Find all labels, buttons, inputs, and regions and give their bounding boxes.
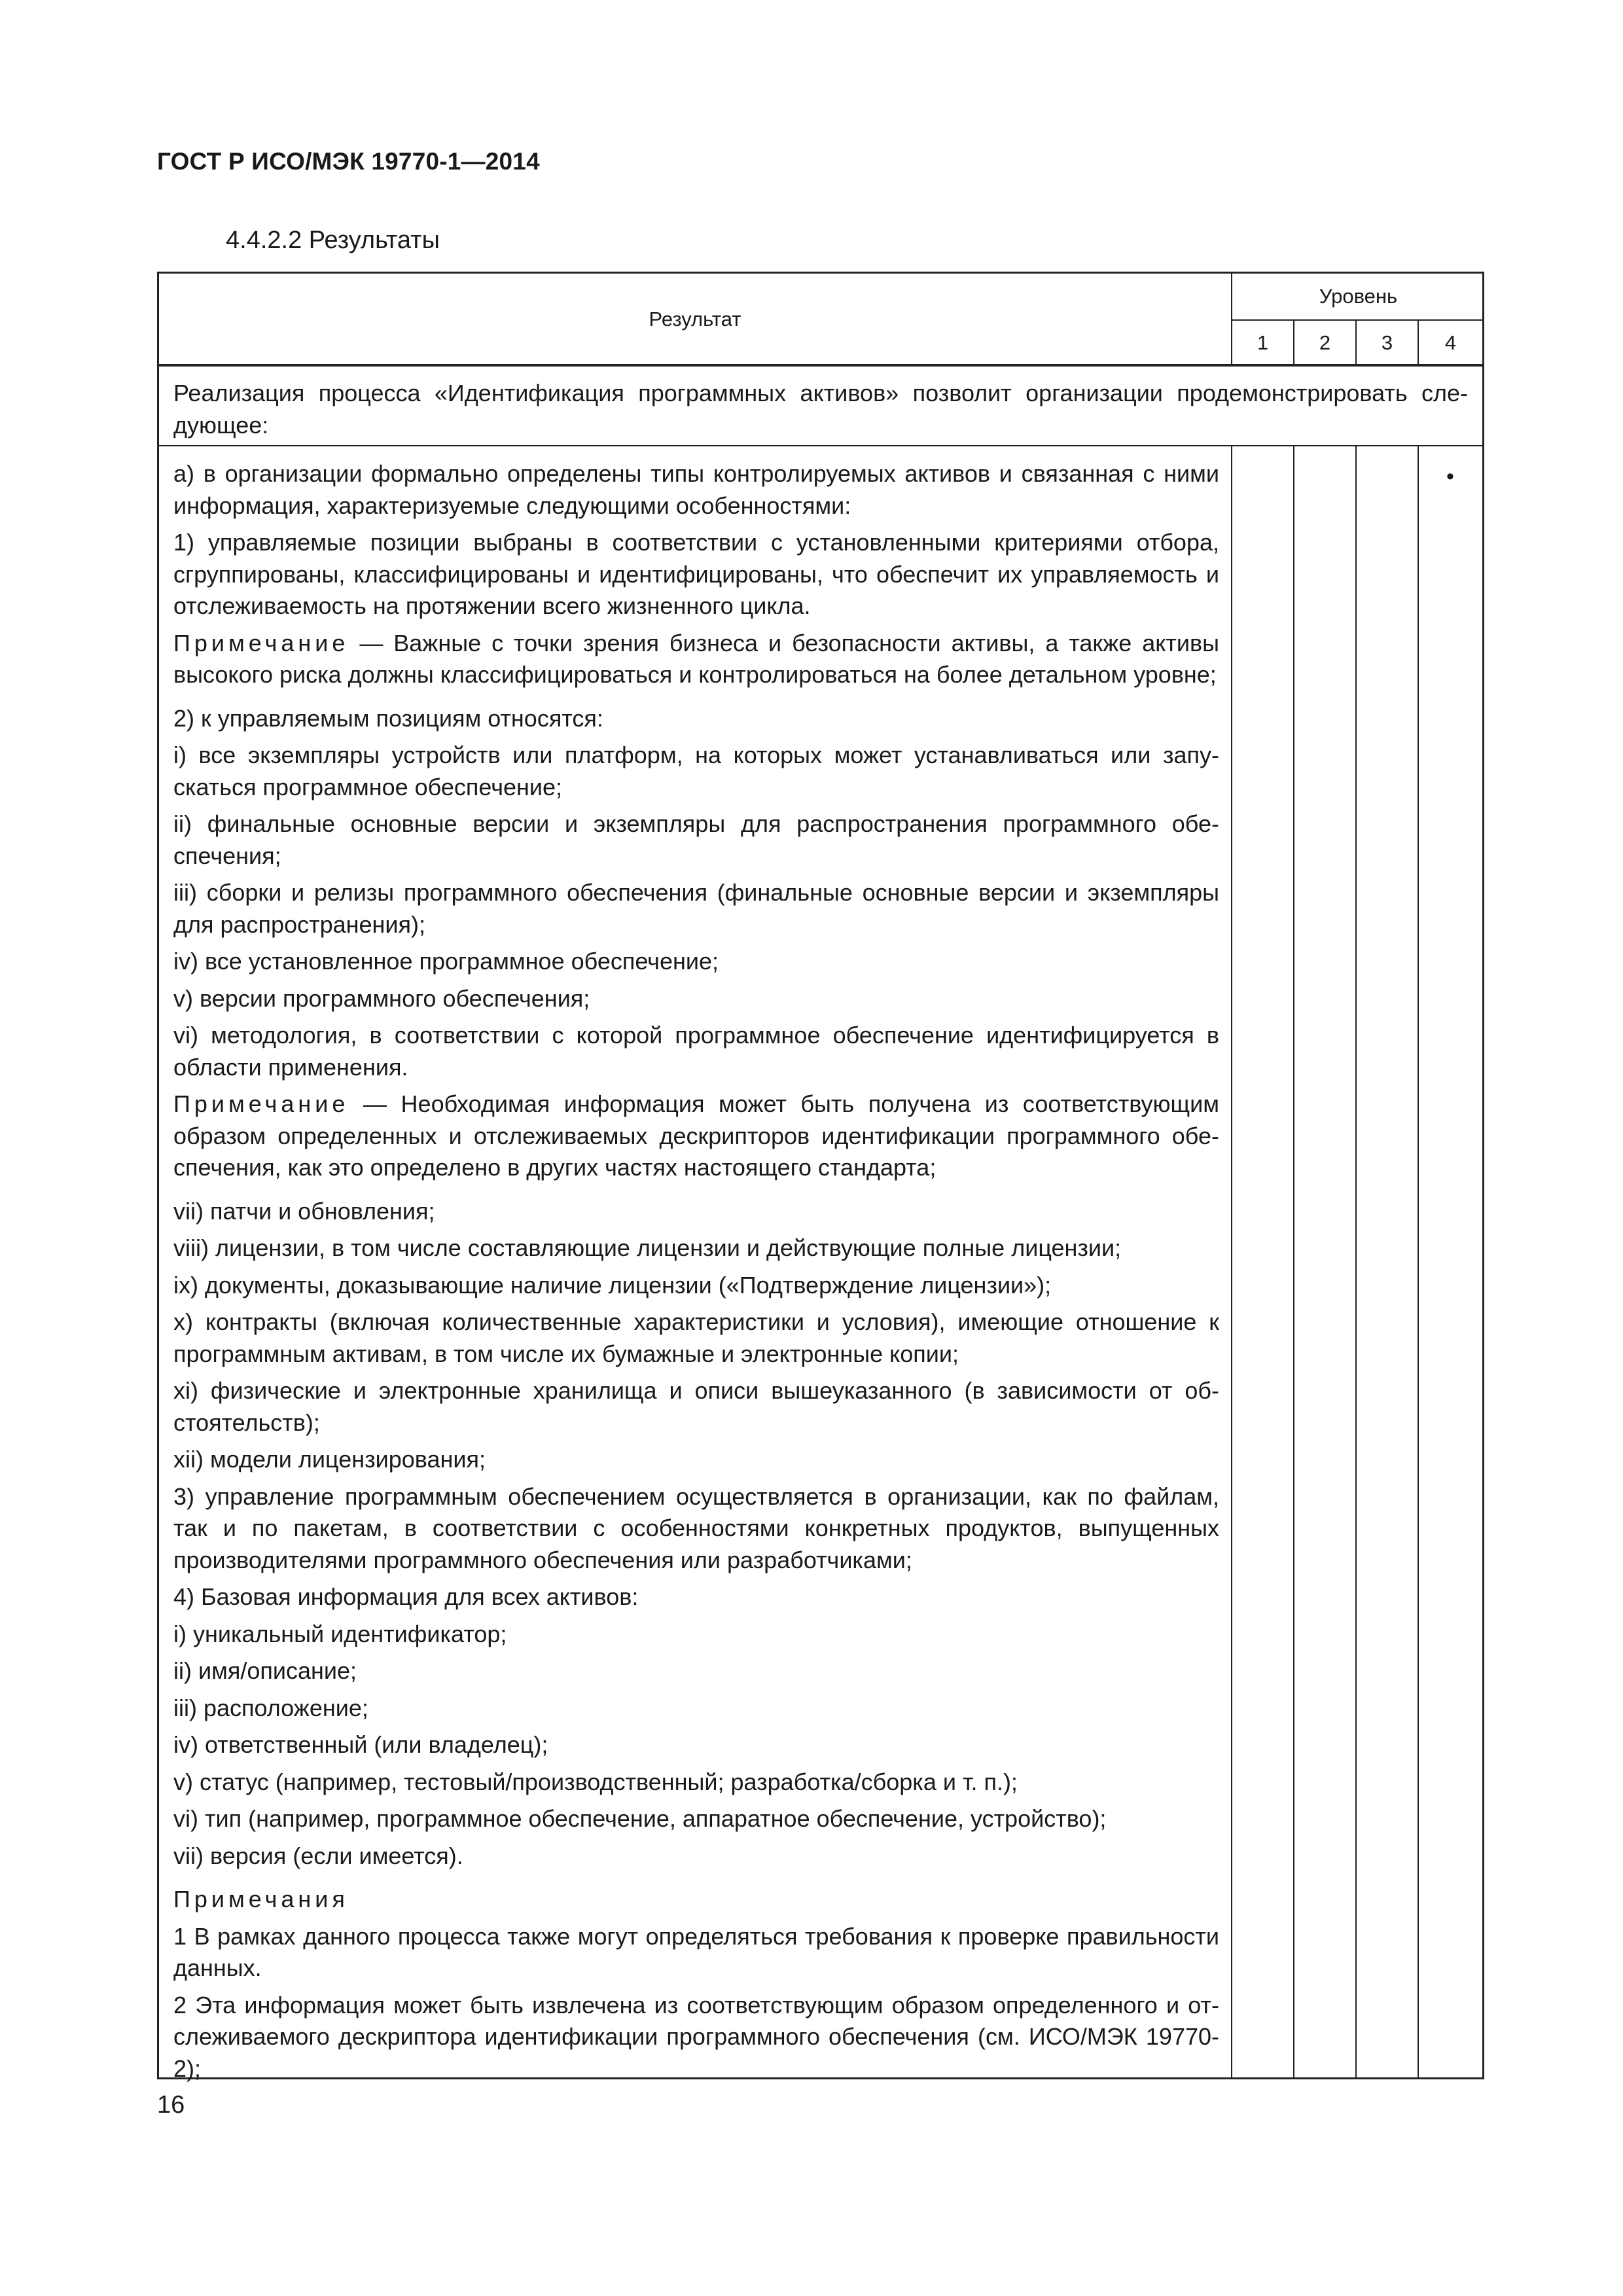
header-divider (159, 364, 1482, 367)
paragraph-text: ix) документы, доказывающие наличие лицензии («Подтверждение лицензии»); (173, 1271, 1052, 1299)
content-paragraph (173, 1196, 1219, 1228)
column-divider-1 (1293, 445, 1294, 2077)
content-paragraph (173, 808, 1219, 872)
paragraph-text: vii) патчи и обновления; (173, 1197, 435, 1225)
paragraph-text: ii) имя/описание; (173, 1657, 357, 1684)
paragraph-text: — Важные с точки зрения бизнеса и безопасности активы, а также активы высокого риска должны классифицироваться и контролироваться на более детальном уровне; (173, 629, 1219, 688)
intro-row-text: Реализация процесса «Идентификация программных активов» позволит организации продемонстрировать следующее: (173, 380, 1468, 439)
paragraph-text: viii) лицензии, в том числе составляющие лицензии и действующие полные лицензии; (173, 1234, 1122, 1261)
note-label: Примечание (173, 629, 349, 656)
content-paragraph (173, 1020, 1219, 1083)
intro-divider (159, 445, 1482, 446)
paragraph-text: iii) сборки и релизы программного обеспечения (финальные основные версии и экземпляры для распространения); (173, 879, 1219, 938)
paragraph-text: 2 Эта информация может быть извлечена из соответствующим образом определенного и отслеживаемого дескриптора идентификации программного обеспечения (см. ИСО/МЭК 19770-2); (173, 1991, 1219, 2082)
content-paragraph (173, 877, 1219, 941)
content-paragraph (173, 1581, 1219, 1613)
content-paragraph (173, 946, 1219, 978)
column-header-result: Результат (159, 274, 1232, 365)
level-1-header: 1 (1232, 321, 1294, 365)
column-divider-3 (1418, 445, 1419, 2077)
content-paragraph (173, 1840, 1219, 1873)
paragraph-text: x) контракты (включая количественные характеристики и условия), имеющие отношение к программным активам, в том числе их бумажные и электронные копии; (173, 1308, 1219, 1367)
document-id: ГОСТ Р ИСО/МЭК 19770-1—2014 (157, 148, 540, 175)
level-3-header: 3 (1357, 321, 1419, 365)
paragraph-text: iii) расположение; (173, 1694, 368, 1721)
note-label: Примечания (173, 1886, 349, 1912)
paragraph-text: 4) Базовая информация для всех активов: (173, 1583, 639, 1610)
paragraph-text: vi) тип (например, программное обеспечение, аппаратное обеспечение, устройство); (173, 1805, 1107, 1832)
content-paragraph (173, 1693, 1219, 1725)
column-divider-2 (1355, 445, 1357, 2077)
results-table (157, 272, 1484, 2082)
paragraph-text: iv) все установленное программное обеспечение; (173, 948, 719, 975)
content-paragraph (173, 740, 1219, 803)
content-paragraph (173, 1232, 1219, 1265)
paragraph-text: 1) управляемые позиции выбраны в соответствии с установленными критериями отбора, сгруппированы, классифицированы и идентифицированы, что обеспечит их управляемость и отслеживаемость на протяжении всего жизненного цикла. (173, 529, 1219, 619)
content-paragraph (173, 1767, 1219, 1799)
content-paragraph (173, 527, 1219, 622)
paragraph-text: i) все экземпляры устройств или платформ, на которых может устанавливаться или запускаться программное обеспечение; (173, 742, 1219, 800)
paragraph-text: — Необходимая информация может быть получена из соответствующим образом определенных и отслеживаемых дескрипторов идентификации программного обеспечения, как это определено в других частях настоящего стандарта; (173, 1090, 1219, 1181)
content-paragraph (173, 1088, 1219, 1184)
paragraph-text: vi) методология, в соответствии с которой программное обеспечение идентифицируется в области применения. (173, 1022, 1219, 1081)
content-paragraph (173, 1729, 1219, 1761)
column-header-level: Уровень (1232, 274, 1484, 321)
paragraph-text: xi) физические и электронные хранилища и описи вышеуказанного (в зависимости от обстоятельств); (173, 1377, 1219, 1436)
paragraph-text: 3) управление программным обеспечением осуществляется в организации, как по файлам, так и по пакетам, в соответствии с особенностями конкретных продуктов, выпущенных производителями программного обеспечения или разработчиками; (173, 1482, 1219, 1573)
paragraph-text: 1 В рамках данного процесса также могут определяться требования к проверке правильности данных. (173, 1922, 1219, 1981)
content-paragraph (173, 1921, 1219, 1984)
content-paragraph (173, 1306, 1219, 1370)
page-number: 16 (157, 2091, 185, 2119)
content-paragraph (173, 1444, 1219, 1476)
content-paragraph (173, 1375, 1219, 1439)
content-paragraph (173, 1655, 1219, 1687)
result-content-cell (173, 458, 1219, 2090)
note-label: Примечание (173, 1090, 349, 1117)
paragraph-text: xii) модели лицензирования; (173, 1446, 486, 1473)
content-paragraph (173, 703, 1219, 735)
paragraph-text: 2) к управляемым позициям относятся: (173, 704, 603, 732)
content-paragraph (173, 983, 1219, 1015)
paragraph-text: ii) финальные основные версии и экземпляры для распространения программного обеспечения; (173, 810, 1219, 869)
paragraph-text: v) статус (например, тестовый/производственный; разработка/сборка и т. п.); (173, 1768, 1018, 1795)
content-paragraph (173, 458, 1219, 522)
column-divider-result (1231, 445, 1232, 2077)
content-paragraph (173, 628, 1219, 691)
content-paragraph (173, 1884, 1219, 1916)
section-heading: 4.4.2.2 Результаты (226, 226, 440, 254)
paragraph-text: iv) ответственный (или владелец); (173, 1731, 548, 1758)
content-paragraph (173, 1619, 1219, 1651)
content-paragraph (173, 1270, 1219, 1302)
paragraph-text: v) версии программного обеспечения; (173, 984, 590, 1012)
level-2-header: 2 (1294, 321, 1357, 365)
paragraph-text: а) в организации формально определены типы контролируемых активов и связанная с ними информация, характеризуемые следующими особенностями: (173, 460, 1219, 519)
content-paragraph (173, 1481, 1219, 1577)
level-4-bullet-mark: • (1446, 464, 1454, 489)
content-paragraph (173, 1803, 1219, 1835)
paragraph-text: vii) версия (если имеется). (173, 1842, 463, 1869)
level-4-header: 4 (1444, 331, 1457, 354)
paragraph-text: i) уникальный идентификатор; (173, 1620, 507, 1647)
content-paragraph (173, 1990, 1219, 2085)
